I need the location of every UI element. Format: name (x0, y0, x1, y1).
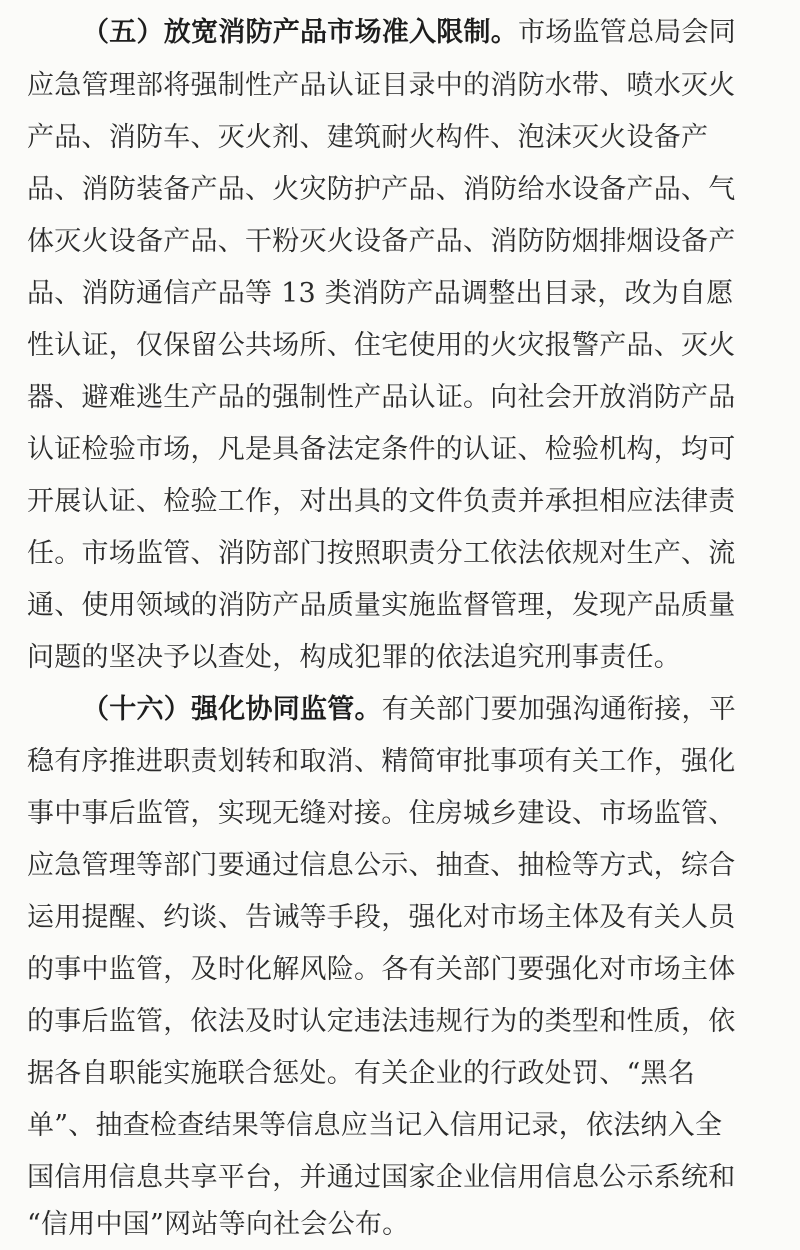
paragraph-line: 据各自职能实施联合惩处。有关企业的行政处罚、“黑名 (27, 1058, 696, 1089)
paragraph-line: 开展认证、检验工作，对出具的文件负责并承担相应法律责 (27, 486, 736, 517)
paragraph-line: 应急管理部将强制性产品认证目录中的消防水带、喷水灭火 (27, 70, 736, 101)
paragraph-text: 有关部门要加强沟通衔接，平 (381, 694, 736, 725)
paragraph-line: 问题的坚决予以查处，构成犯罪的依法追究刑事责任。 (27, 642, 681, 673)
paragraph-line: 运用提醒、约谈、告诫等手段，强化对市场主体及有关人员 (27, 902, 736, 933)
paragraph-line: 产品、消防车、灭火剂、建筑耐火构件、泡沫灭火设备产 (27, 122, 709, 153)
paragraph-line (82, 8, 787, 58)
paragraph-line: 品、消防通信产品等 13 类消防产品调整出目录，改为自愿 (27, 278, 734, 309)
paragraph-line (82, 685, 787, 735)
paragraph-line: 稳有序推进职责划转和取消、精简审批事项有关工作，强化 (27, 746, 736, 777)
section-heading: （五）放宽消防产品市场准入限制。 (82, 17, 518, 48)
paragraph-line: 性认证，仅保留公共场所、住宅使用的火灾报警产品、灭火 (27, 330, 736, 361)
paragraph-line: 事中事后监管，实现无缝对接。住房城乡建设、市场监管、 (27, 798, 736, 829)
paragraph-line: 的事后监管，依法及时认定违法违规行为的类型和性质，依 (27, 1006, 736, 1037)
section-heading: （十六）强化协同监管。 (82, 694, 382, 725)
paragraph-text: 市场监管总局会同 (518, 17, 736, 48)
paragraph-line: 国信用信息共享平台，并通过国家企业信用信息公示系统和 (27, 1162, 736, 1193)
paragraph-line: 认证检验市场，凡是具备法定条件的认证、检验机构，均可 (27, 434, 736, 465)
paragraph-line: 任。市场监管、消防部门按照职责分工依法依规对生产、流 (27, 538, 736, 569)
paragraph-line: 单”、抽查检查结果等信息应当记入信用记录，依法纳入全 (27, 1110, 723, 1141)
paragraph-line: 的事中监管，及时化解风险。各有关部门要强化对市场主体 (27, 954, 736, 985)
paragraph-line: 通、使用领域的消防产品质量实施监督管理，发现产品质量 (27, 590, 736, 621)
paragraph-line: “信用中国”网站等向社会公布。 (27, 1209, 410, 1240)
paragraph-line: 品、消防装备产品、火灾防护产品、消防给水设备产品、气 (27, 174, 736, 205)
paragraph-line: 体灭火设备产品、干粉灭火设备产品、消防防烟排烟设备产 (27, 226, 736, 257)
paragraph-line: 器、避难逃生产品的强制性产品认证。向社会开放消防产品 (27, 382, 736, 413)
paragraph-line: 应急管理等部门要通过信息公示、抽查、抽检等方式，综合 (27, 850, 736, 881)
